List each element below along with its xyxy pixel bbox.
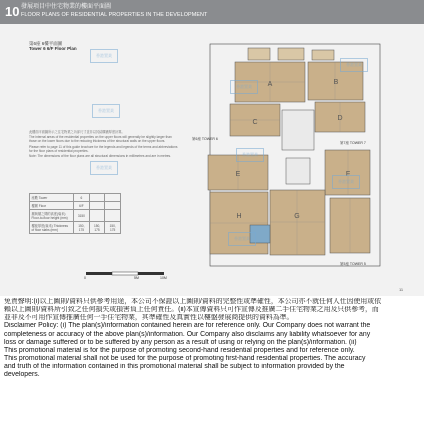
scale-right-label: 10M [160, 276, 167, 280]
tower-label: 第5座 TOWER 5 [340, 262, 366, 266]
watermark-logo: 香港置業 [92, 104, 120, 118]
table-row [30, 210, 121, 222]
page-number: 10 [5, 4, 20, 19]
watermark-logo: 香港置業 [236, 148, 264, 162]
plan-heading-en: Tower 6 6/F Floor Plan [29, 46, 77, 51]
flat-label: C [252, 119, 258, 126]
plan-note: The internal areas of the residential properties on the upper floors will generally be slightly larger than those on the lower floors due to the reducing thickness of the structural walls on the upper floors. [29, 135, 172, 144]
plan-note: Please refer to page 11 of this guide brochure for the legends and legends of the terms and abbreviations for the floor plans of residential properties. [29, 144, 178, 153]
disclaimer-line: completeness or accuracy of the above plan(s)/information. Our Company also disclaims any liability whatsoever for any [4, 330, 371, 338]
disclaimer-line: This promotional material shall not be used for the purpose of promoting first-hand residential properties. The accuracy [4, 355, 366, 363]
disclaimer-line: and truth of the information contained in this promotional material shall be subject to information provided by the [4, 363, 345, 371]
page-header [0, 0, 424, 24]
table-cell [89, 202, 105, 210]
table-cell [105, 202, 121, 210]
flat-label: H [236, 213, 242, 220]
plan-heading-zh: 第6座 6樓平面圖 [29, 41, 63, 46]
tower-label: 第6座 TOWER 6 [192, 137, 218, 141]
table-cell [105, 210, 121, 222]
floor-height-table [29, 193, 121, 234]
watermark-logo: 香港置業 [90, 49, 118, 63]
scale-mid-label: 5M [134, 276, 139, 280]
table-row-label: 樓層 Floor [30, 202, 74, 210]
table-cell: 3150 [74, 210, 90, 222]
plan-page-number: 11 [399, 287, 404, 292]
table-cell: 6/F [74, 202, 90, 210]
plan-note: 此樓面平面圖所示之住宅物業之內部尺寸並非以其結構牆厚度計算。 [29, 130, 125, 134]
flat-label: A [267, 81, 273, 88]
table-cell: 150, 175 [89, 222, 105, 234]
table-cell: 150, 175 [74, 222, 90, 234]
table-row [30, 202, 121, 210]
table-cell [89, 210, 105, 222]
plan-notes [29, 130, 179, 159]
table-cell [89, 194, 105, 202]
flat-label: B [333, 79, 339, 86]
core-lobby [286, 158, 310, 184]
disclaimer-line: loss or damage suffered or to be suffered by any person as a result of using or relying on the plan(s)/information. (ii) [4, 338, 357, 346]
table-cell: 150, 175 [105, 222, 121, 234]
scale-bar [84, 266, 194, 282]
tower-label: 第7座 TOWER 7 [340, 141, 366, 145]
flat-label: G [294, 213, 300, 220]
disclaimer-line: 免責聲明:(i)以上圖則/資料只供參考用途，本公司不保證以上圖則/資料的完整性或準確性，本公司亦不就任何人仕因使用或依 [4, 298, 382, 305]
flat-label: F [345, 171, 351, 178]
table-row-label: 層與層之間的高度(毫米) Floor-to-floor height (mm) [30, 210, 74, 222]
disclaimer-line: Disclaimer Policy: (i) The plan(s)/information contained herein are for reference only. Our Company does not warrant the [4, 322, 371, 330]
watermark-logo: 香港置業 [228, 232, 256, 246]
scale-left-label: 0 [84, 276, 86, 280]
disclaimer-line: 賴以上圖則/資料所引致之任何損失或損害負上任何責任。(ii)本宣傳資料只可作宣傳及推廣二手住宅物業之用及只供參考，而 [4, 306, 379, 314]
balcony-block [248, 48, 270, 60]
scale-bar-graphic [84, 269, 194, 279]
table-row-label: 樓板厚度(毫米) Thickness of floor slabs (mm) [30, 222, 74, 234]
watermark-logo: 香港置業 [340, 58, 368, 72]
disclaimer-line: This promotional material is for the purpose of promoting second-hand residential properties and for reference only. [4, 346, 355, 354]
plan-note: Note: The dimensions of the floor plans are all structural dimensions in millimetres and are in metres. [29, 154, 172, 159]
watermark-logo: 香港置業 [230, 80, 258, 94]
table-row [30, 222, 121, 234]
disclaimer-line: developers. [4, 371, 40, 379]
table-row [30, 194, 121, 202]
core-lobby [282, 110, 314, 150]
balcony-block [278, 48, 304, 60]
header-title-zh: 發展項目中住宅物業的樓面平面圖 [21, 4, 112, 10]
disclaimer-line: 並非及不可用作宣傳推廣任何一手住宅物業，其準確性及真實性以樓盤發展商提供的資料為準。 [4, 314, 294, 322]
flat-label: D [337, 115, 343, 122]
table-cell: 6 [74, 194, 90, 202]
flat-block [270, 190, 325, 255]
flat-label: E [235, 171, 241, 178]
table-row-label: 座數 Tower [30, 194, 74, 202]
balcony-block [312, 50, 334, 60]
header-title-en: FLOOR PLANS OF RESIDENTIAL PROPERTIES IN THE DEVELOPMENT [21, 12, 208, 18]
table-cell [105, 194, 121, 202]
watermark-logo: 香港置業 [332, 175, 360, 189]
watermark-logo: 香港置業 [90, 161, 118, 175]
disclaimer [4, 298, 420, 380]
floor-plan-drawing [190, 40, 390, 275]
